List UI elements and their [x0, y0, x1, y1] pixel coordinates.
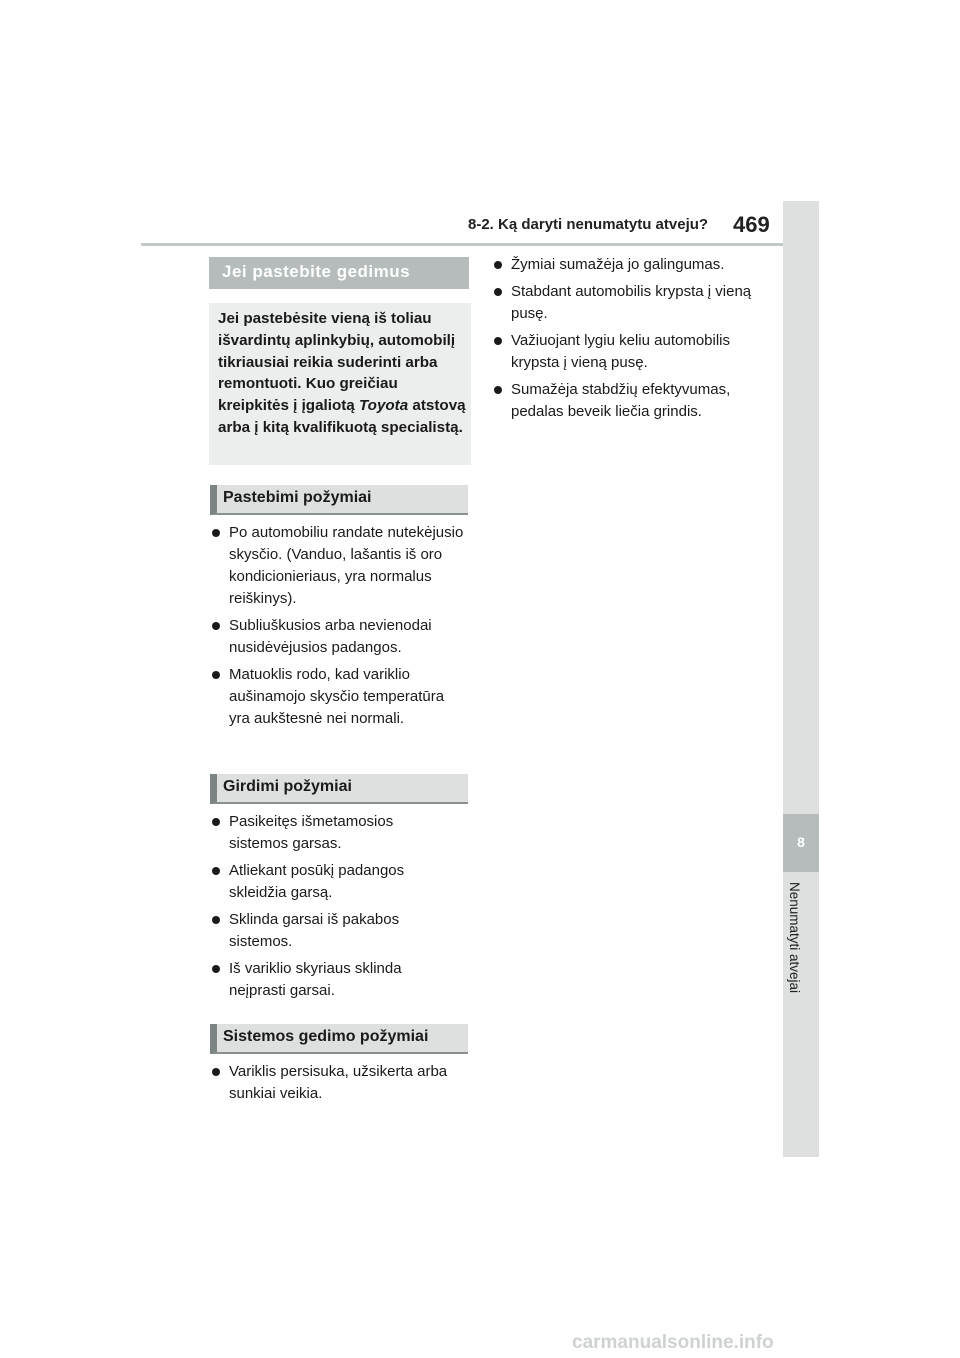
list-item	[211, 958, 451, 1002]
list-item-text: Žymiai sumažėja jo galingumas.	[511, 256, 725, 273]
list-item-text: Subliuškusios arba nevienodai nusidėvėjusios padangos.	[229, 617, 432, 656]
subheading-visible-text: Pastebimi požymiai	[223, 489, 372, 506]
list-item	[211, 522, 466, 610]
subheading-system-text: Sistemos gedimo požymiai	[223, 1028, 429, 1045]
list-system-left	[211, 1061, 466, 1110]
list-item	[211, 664, 466, 730]
intro-text-part2: atstovą arba į kitą kvalifikuotą specialistą.	[218, 397, 466, 436]
list-audible	[211, 811, 451, 1007]
list-item-text: Stabdant automobilis krypsta į vieną pusę.	[511, 283, 752, 322]
list-item	[211, 811, 451, 855]
list-item	[211, 909, 451, 953]
list-item-text: Iš variklio skyriaus sklinda neįprasti garsai.	[229, 960, 402, 999]
list-item	[493, 330, 753, 374]
list-item	[211, 860, 451, 904]
subheading-system	[210, 1024, 468, 1054]
page-number: 469	[733, 212, 770, 237]
list-item-text: Matuoklis rodo, kad variklio aušinamojo skysčio temperatūra yra aukštesnė nei normali.	[229, 666, 445, 727]
list-item-text: Atliekant posūkį padangos skleidžia garsą.	[229, 862, 405, 901]
list-visible	[211, 522, 466, 735]
main-heading	[209, 257, 469, 289]
intro-text-part1: Jei pastebėsite vieną iš toliau išvardintų aplinkybių, automobilį tikriausiai reikia suderinti arba remontuoti. Kuo greičiau kreipkitės į įgaliotą	[218, 310, 456, 415]
chapter-side-tab	[783, 201, 819, 1157]
list-system-right	[493, 254, 753, 428]
subheading-visible	[210, 485, 468, 515]
main-heading-text: Jei pastebite gedimus	[222, 262, 411, 281]
list-item-text: Pasikeitęs išmetamosios sistemos garsas.	[229, 813, 394, 852]
list-item-text: Važiuojant lygiu keliu automobilis krypsta į vieną pusę.	[511, 332, 731, 371]
list-item-text: Sumažėja stabdžių efektyvumas, pedalas beveik liečia grindis.	[511, 381, 731, 420]
list-item-text: Po automobiliu randate nutekėjusio skysčio. (Vanduo, lašantis iš oro kondicionieriaus, yra normalus reiškinys).	[229, 524, 464, 607]
intro-brand: Toyota	[358, 397, 409, 415]
header-divider	[141, 243, 783, 246]
chapter-label-wrap	[787, 882, 815, 1012]
intro-box	[209, 303, 471, 465]
subheading-audible-text: Girdimi požymiai	[223, 778, 352, 795]
list-item	[211, 615, 466, 659]
intro-text	[218, 308, 466, 439]
list-item	[493, 254, 753, 276]
list-item	[211, 1061, 466, 1105]
subheading-audible	[210, 774, 468, 804]
watermark: carmanualsonline.info	[572, 1332, 774, 1353]
list-item-text: Variklis persisuka, užsikerta arba sunkiai veikia.	[229, 1063, 448, 1102]
list-item-text: Sklinda garsai iš pakabos sistemos.	[229, 911, 400, 950]
list-item	[493, 281, 753, 325]
chapter-label: Nenumatyti atvejai	[787, 882, 802, 994]
chapter-number: 8	[797, 834, 805, 850]
section-title: 8-2. Ką daryti nenumatytu atveju?	[468, 216, 709, 233]
list-item	[493, 379, 753, 423]
